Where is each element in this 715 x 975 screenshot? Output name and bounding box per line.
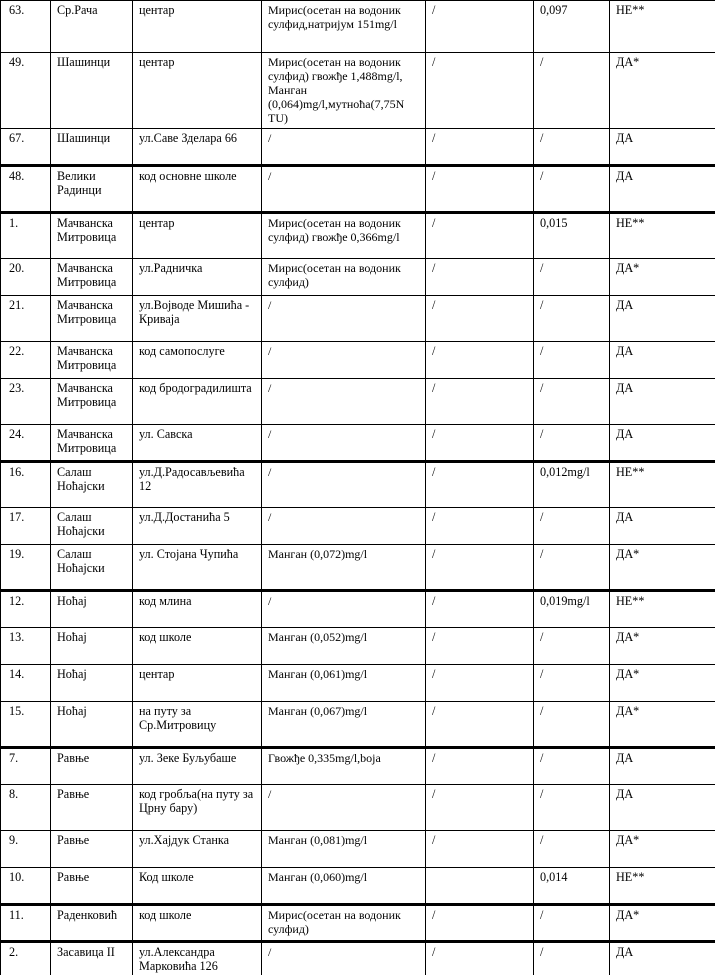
place-name: Салаш Ноћајски	[51, 462, 133, 508]
parameter-5: /	[426, 748, 534, 785]
parameter-5: /	[426, 213, 534, 259]
value-6: /	[534, 53, 610, 129]
place-name: Ноћај	[51, 702, 133, 748]
place-name: Мачванска Митровица	[51, 213, 133, 259]
row-number: 19.	[1, 545, 51, 591]
table-row	[1, 213, 715, 259]
place-name: Мачванска Митровица	[51, 425, 133, 462]
location: код школе	[133, 905, 262, 942]
finding: /	[262, 942, 426, 975]
location: ул.Д.Достанића 5	[133, 508, 262, 545]
row-number: 9.	[1, 831, 51, 868]
row-number: 48.	[1, 166, 51, 213]
row-number: 16.	[1, 462, 51, 508]
finding: Манган (0,081)mg/l	[262, 831, 426, 868]
table-row	[1, 53, 715, 129]
status-badge: ДА*	[610, 905, 715, 942]
status-badge: ДА	[610, 296, 715, 342]
row-number: 10.	[1, 868, 51, 905]
status-badge: ДА*	[610, 259, 715, 296]
parameter-5: /	[426, 905, 534, 942]
place-name: Шашинци	[51, 129, 133, 166]
place-name: Салаш Ноћајски	[51, 508, 133, 545]
row-number: 13.	[1, 628, 51, 665]
finding: Мирис(осетан на водоник сулфид) гвожђе 1,488mg/l, Манган (0,064)mg/l,мутноћа(7,75N TU)	[262, 53, 426, 129]
location: ул.Војводе Мишића - Криваја	[133, 296, 262, 342]
value-6: /	[534, 748, 610, 785]
value-6: /	[534, 296, 610, 342]
table-row	[1, 296, 715, 342]
status-badge: НЕ**	[610, 868, 715, 905]
table-row	[1, 831, 715, 868]
parameter-5: /	[426, 296, 534, 342]
table-row	[1, 508, 715, 545]
status-badge: ДА*	[610, 53, 715, 129]
table-row	[1, 905, 715, 942]
place-name: Раденковић	[51, 905, 133, 942]
place-name: Шашинци	[51, 53, 133, 129]
table-row	[1, 129, 715, 166]
location: ул. Стојана Чупића	[133, 545, 262, 591]
value-6: /	[534, 379, 610, 425]
status-badge: ДА	[610, 342, 715, 379]
parameter-5: /	[426, 831, 534, 868]
parameter-5: /	[426, 545, 534, 591]
status-badge: НЕ**	[610, 591, 715, 628]
status-badge: ДА	[610, 166, 715, 213]
parameter-5: /	[426, 425, 534, 462]
location: на путу за Ср.Митровицу	[133, 702, 262, 748]
location: код школе	[133, 628, 262, 665]
parameter-5: /	[426, 785, 534, 831]
value-6: /	[534, 129, 610, 166]
value-6: /	[534, 905, 610, 942]
row-number: 1.	[1, 213, 51, 259]
location: центар	[133, 53, 262, 129]
value-6: /	[534, 259, 610, 296]
table-row	[1, 425, 715, 462]
parameter-5: /	[426, 342, 534, 379]
status-badge: ДА*	[610, 665, 715, 702]
row-number: 8.	[1, 785, 51, 831]
finding: /	[262, 379, 426, 425]
location: ул.Д.Радосављевића 12	[133, 462, 262, 508]
place-name: Ноћај	[51, 665, 133, 702]
location: код гробља(на путу за Црну бару)	[133, 785, 262, 831]
value-6: /	[534, 545, 610, 591]
location: центар	[133, 1, 262, 53]
location: ул.Александра Марковића 126	[133, 942, 262, 975]
place-name: Мачванска Митровица	[51, 379, 133, 425]
value-6: /	[534, 831, 610, 868]
table-row	[1, 462, 715, 508]
value-6: /	[534, 785, 610, 831]
parameter-5: /	[426, 53, 534, 129]
finding: Манган (0,061)mg/l	[262, 665, 426, 702]
status-badge: ДА*	[610, 545, 715, 591]
status-badge: ДА	[610, 425, 715, 462]
parameter-5: /	[426, 166, 534, 213]
finding: /	[262, 296, 426, 342]
location: ул.Хајдук Станка	[133, 831, 262, 868]
parameter-5: /	[426, 665, 534, 702]
finding: /	[262, 166, 426, 213]
value-6: 0,012mg/l	[534, 462, 610, 508]
finding: Мирис(осетан на водоник сулфид)	[262, 259, 426, 296]
place-name: Мачванска Митровица	[51, 342, 133, 379]
parameter-5: /	[426, 379, 534, 425]
value-6: /	[534, 702, 610, 748]
row-number: 7.	[1, 748, 51, 785]
finding: /	[262, 508, 426, 545]
location: ул. Зеке Буљубаше	[133, 748, 262, 785]
status-badge: ДА	[610, 942, 715, 975]
row-number: 63.	[1, 1, 51, 53]
value-6: 0,097	[534, 1, 610, 53]
place-name: Равње	[51, 785, 133, 831]
value-6: /	[534, 665, 610, 702]
table-row	[1, 1, 715, 53]
row-number: 15.	[1, 702, 51, 748]
location: центар	[133, 213, 262, 259]
location: Код школе	[133, 868, 262, 905]
place-name: Равње	[51, 868, 133, 905]
status-badge: ДА	[610, 129, 715, 166]
value-6: /	[534, 166, 610, 213]
status-badge: ДА	[610, 785, 715, 831]
table-row	[1, 868, 715, 905]
place-name: Ср.Рача	[51, 1, 133, 53]
parameter-5: /	[426, 259, 534, 296]
place-name: Мачванска Митровица	[51, 296, 133, 342]
row-number: 23.	[1, 379, 51, 425]
row-number: 20.	[1, 259, 51, 296]
status-badge: НЕ**	[610, 462, 715, 508]
place-name: Велики Радинци	[51, 166, 133, 213]
table-row	[1, 591, 715, 628]
finding: /	[262, 785, 426, 831]
finding: Мирис(осетан на водоник сулфид,натријум 151mg/l	[262, 1, 426, 53]
finding: Мирис(осетан на водоник сулфид) гвожђе 0,366mg/l	[262, 213, 426, 259]
value-6: /	[534, 425, 610, 462]
finding: Манган (0,052)mg/l	[262, 628, 426, 665]
finding: Манган (0,067)mg/l	[262, 702, 426, 748]
finding: /	[262, 129, 426, 166]
status-badge: НЕ**	[610, 213, 715, 259]
value-6: /	[534, 508, 610, 545]
table-row	[1, 942, 715, 975]
parameter-5: /	[426, 1, 534, 53]
location: код бродоградилишта	[133, 379, 262, 425]
table-row	[1, 379, 715, 425]
status-badge: ДА	[610, 748, 715, 785]
location: центар	[133, 665, 262, 702]
value-6: 0,014	[534, 868, 610, 905]
value-6: 0,019mg/l	[534, 591, 610, 628]
finding: Мирис(осетан на водоник сулфид)	[262, 905, 426, 942]
location: код млина	[133, 591, 262, 628]
finding: /	[262, 425, 426, 462]
parameter-5: /	[426, 591, 534, 628]
status-badge: ДА	[610, 379, 715, 425]
finding: /	[262, 591, 426, 628]
table-row	[1, 748, 715, 785]
parameter-5: /	[426, 942, 534, 975]
finding: Манган (0,072)mg/l	[262, 545, 426, 591]
place-name: Мачванска Митровица	[51, 259, 133, 296]
row-number: 21.	[1, 296, 51, 342]
status-badge: ДА*	[610, 628, 715, 665]
row-number: 14.	[1, 665, 51, 702]
row-number: 12.	[1, 591, 51, 628]
parameter-5: /	[426, 462, 534, 508]
place-name: Равње	[51, 831, 133, 868]
row-number: 49.	[1, 53, 51, 129]
location: ул. Савска	[133, 425, 262, 462]
row-number: 24.	[1, 425, 51, 462]
status-badge: ДА*	[610, 831, 715, 868]
place-name: Ноћај	[51, 591, 133, 628]
table-row	[1, 702, 715, 748]
row-number: 17.	[1, 508, 51, 545]
place-name: Засавица II	[51, 942, 133, 975]
parameter-5	[426, 868, 534, 905]
status-badge: НЕ**	[610, 1, 715, 53]
location: ул.Радничка	[133, 259, 262, 296]
finding: /	[262, 342, 426, 379]
place-name: Салаш Ноћајски	[51, 545, 133, 591]
place-name: Ноћај	[51, 628, 133, 665]
finding: /	[262, 462, 426, 508]
table-row	[1, 545, 715, 591]
location: ул.Саве Зделара 66	[133, 129, 262, 166]
parameter-5: /	[426, 702, 534, 748]
table-row	[1, 785, 715, 831]
parameter-5: /	[426, 628, 534, 665]
location: код основне школе	[133, 166, 262, 213]
status-badge: ДА*	[610, 702, 715, 748]
row-number: 67.	[1, 129, 51, 166]
finding: Манган (0,060)mg/l	[262, 868, 426, 905]
value-6: /	[534, 628, 610, 665]
row-number: 22.	[1, 342, 51, 379]
table-row	[1, 665, 715, 702]
parameter-5: /	[426, 508, 534, 545]
row-number: 2.	[1, 942, 51, 975]
table-row	[1, 259, 715, 296]
finding: Гвожђе 0,335mg/l,boja	[262, 748, 426, 785]
location: код самопослуге	[133, 342, 262, 379]
status-badge: ДА	[610, 508, 715, 545]
table-row	[1, 166, 715, 213]
table-row	[1, 628, 715, 665]
place-name: Равње	[51, 748, 133, 785]
row-number: 11.	[1, 905, 51, 942]
value-6: 0,015	[534, 213, 610, 259]
value-6: /	[534, 942, 610, 975]
table-row	[1, 342, 715, 379]
parameter-5: /	[426, 129, 534, 166]
value-6: /	[534, 342, 610, 379]
